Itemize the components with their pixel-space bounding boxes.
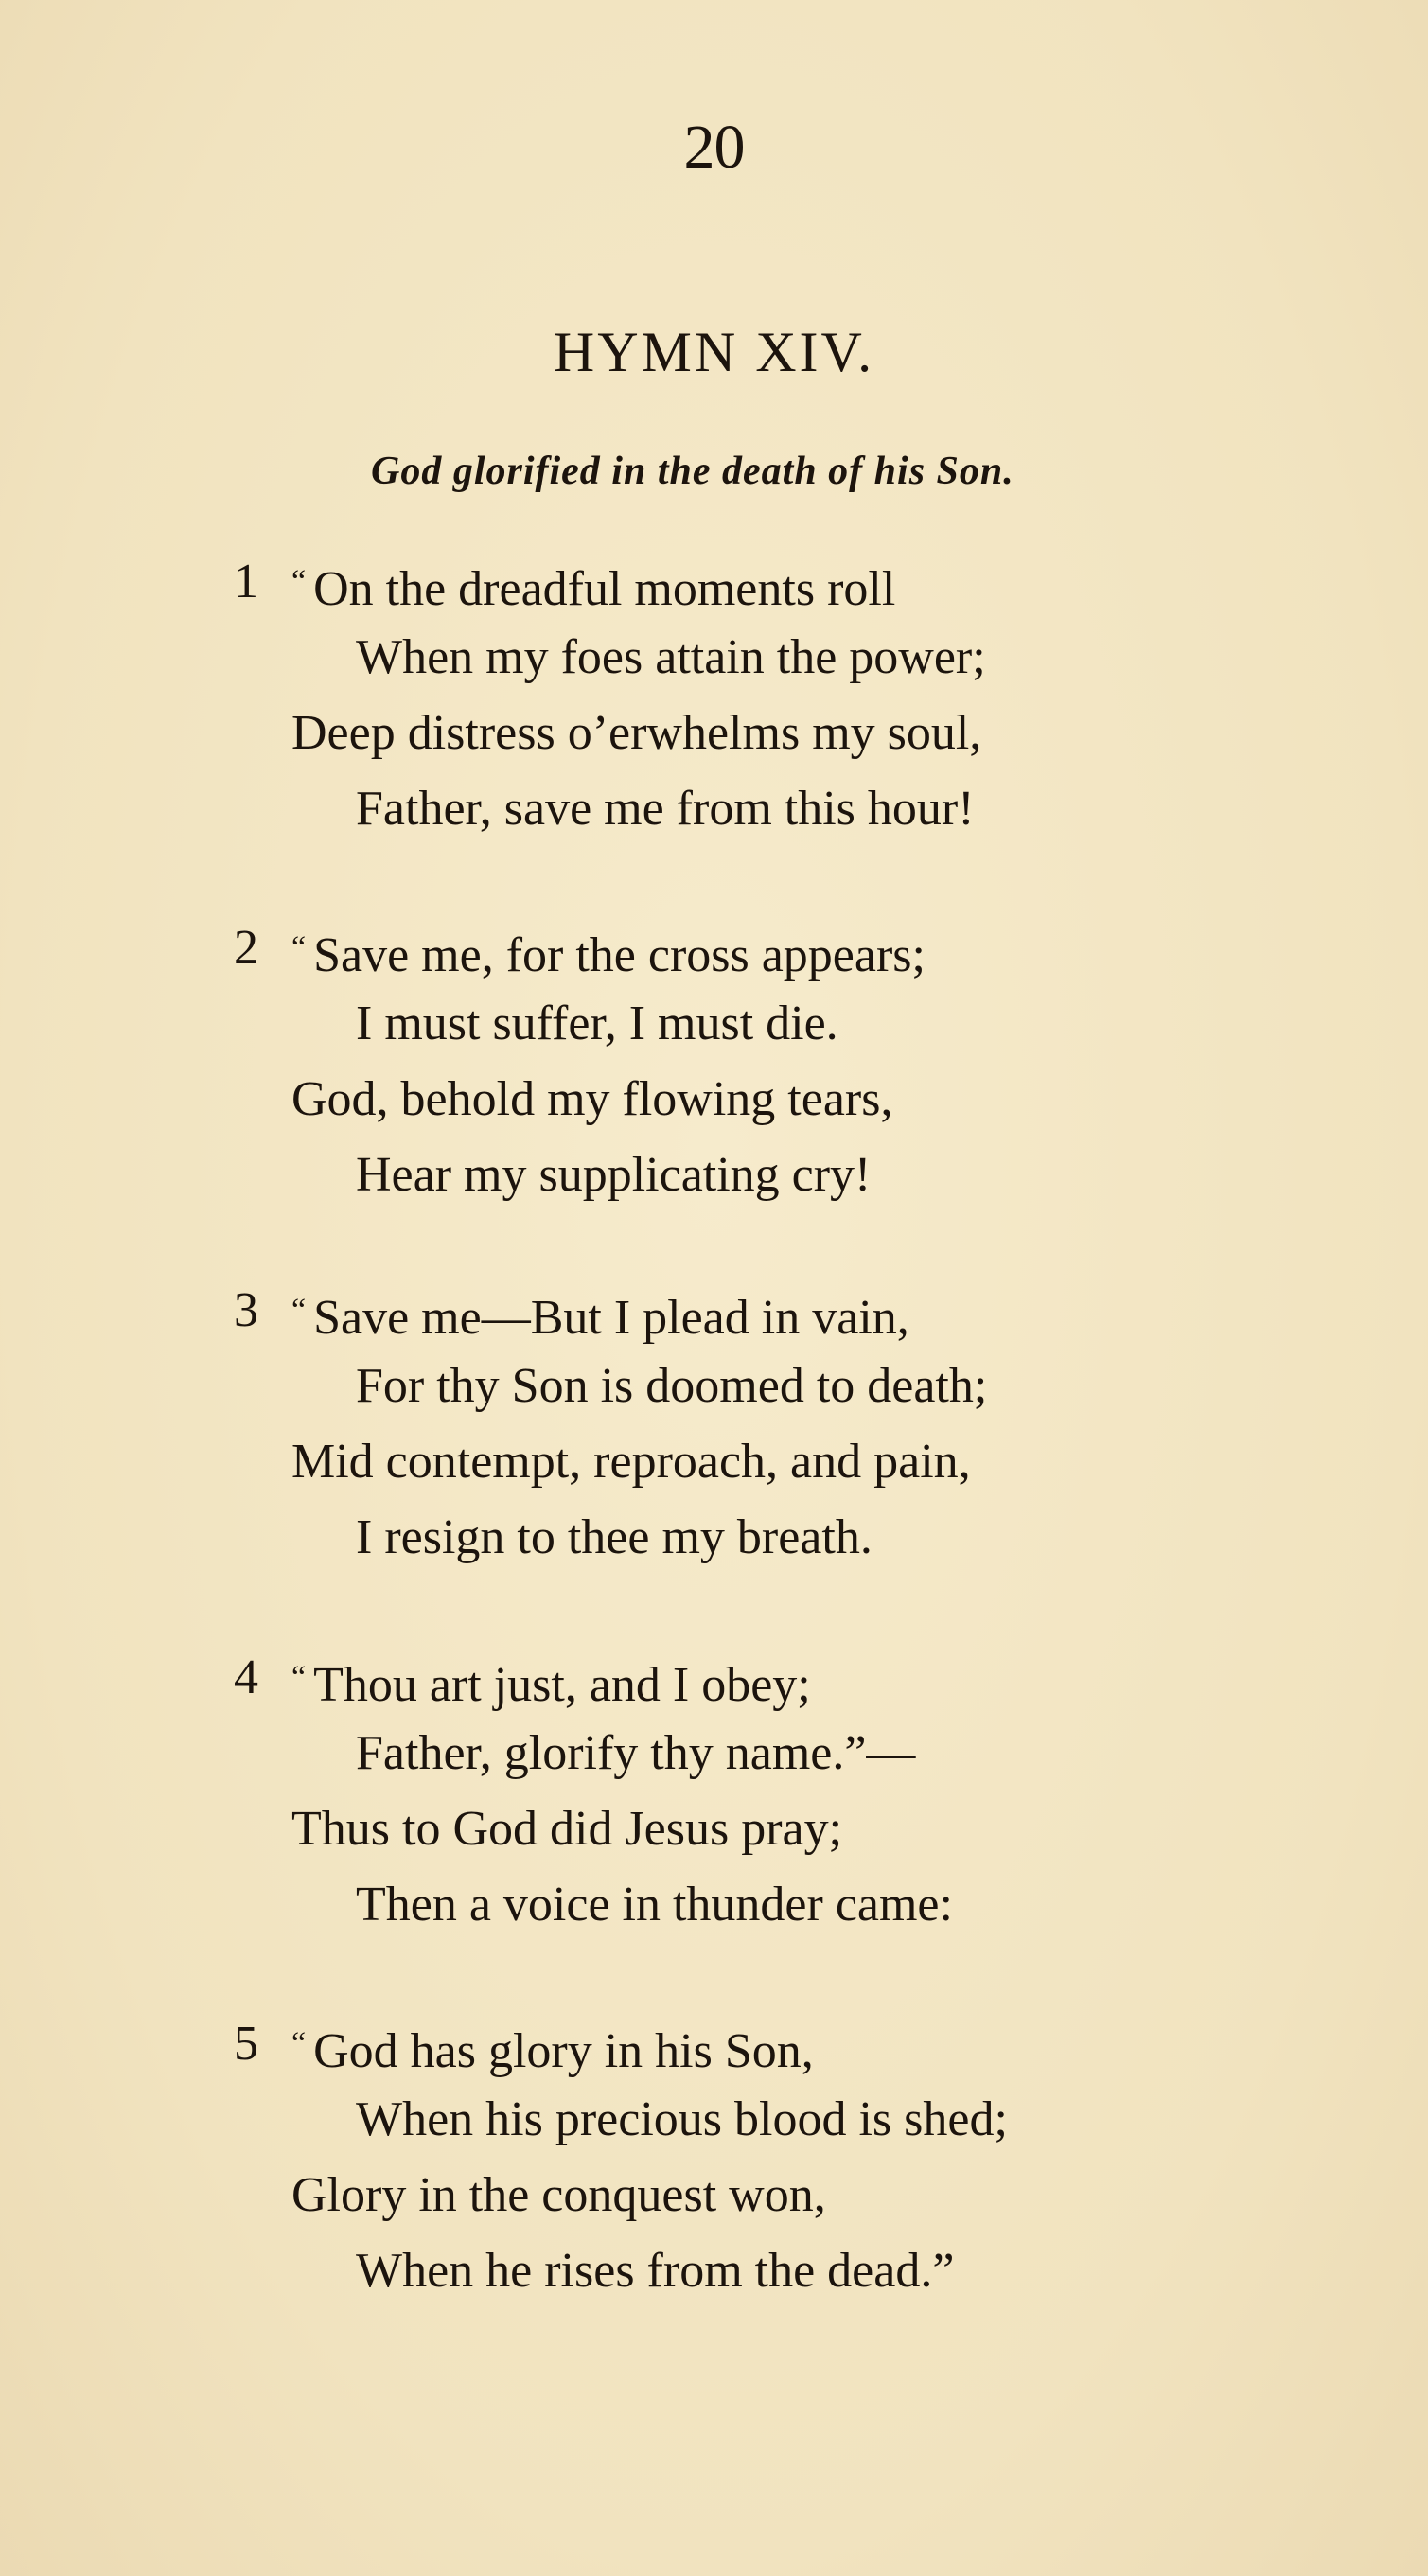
verse-number: 1 [234,555,258,609]
verse-number: 5 [234,2017,258,2071]
verse-line-text: Save me, for the cross appears; [313,928,926,982]
verse-line: I must suffer, I must die. [356,997,838,1050]
verse-line-text: On the dreadful moments roll [313,562,896,616]
verse-line: Mid contempt, reproach, and pain, [291,1435,971,1489]
verse-line-text: God has glory in his Son, [313,2024,814,2078]
verse-line-text: Save me—But I plead in vain, [313,1291,909,1345]
verse-number: 4 [234,1650,258,1704]
verse-line: I resign to thee my breath. [356,1510,873,1564]
verse-line [291,910,926,994]
opening-quote: “ [291,930,307,965]
verse-line: Thus to God did Jesus pray; [291,1802,843,1856]
hymn-title: HYMN XIV. [553,321,875,383]
verse-line: Hear my supplicating cry! [356,1148,872,1202]
verse-line: When my foes attain the power; [356,630,986,684]
verse-line: Glory in the conquest won, [291,2168,826,2222]
hymn-subtitle: God glorified in the death of his Son. [371,450,1014,493]
opening-quote: “ [291,1660,307,1695]
opening-quote: “ [291,1293,307,1328]
verse-line: For thy Son is doomed to death; [356,1359,988,1413]
page-number: 20 [683,113,745,182]
verse-line: When he rises from the dead.” [356,2244,955,2298]
verse-line [291,1273,909,1356]
verse-line [291,2006,814,2090]
verse-line [291,1640,811,1723]
verse-line: Father, save me from this hour! [356,782,975,836]
opening-quote: “ [291,564,307,599]
verse-line: Deep distress o’erwhelms my soul, [291,706,982,760]
verse-number: 3 [234,1283,258,1337]
verse-line-text: Thou art just, and I obey; [313,1658,811,1712]
verse-number: 2 [234,921,258,975]
verse-line [291,544,895,627]
opening-quote: “ [291,2026,307,2061]
verse-line: When his precious blood is shed; [356,2092,1008,2146]
verse-line: Then a voice in thunder came: [356,1878,953,1932]
verse-line: God, behold my flowing tears, [291,1072,893,1126]
verse-line: Father, glorify thy name.”— [356,1726,916,1780]
